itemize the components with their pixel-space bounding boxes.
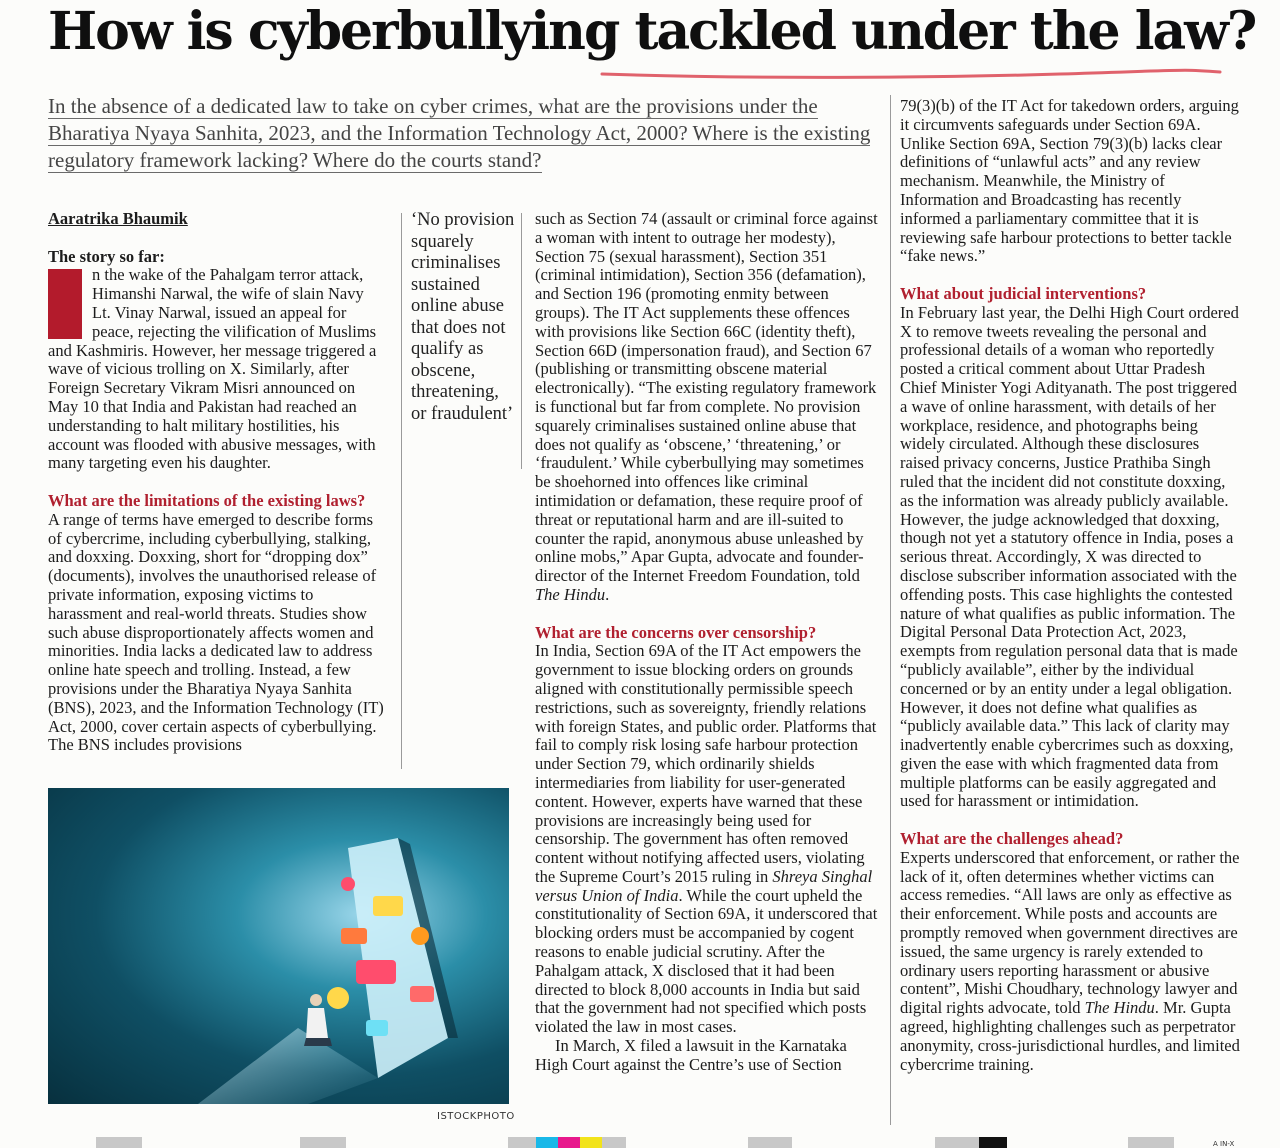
standfirst	[48, 93, 878, 174]
illustration-photo	[48, 788, 509, 1104]
intro-paragraph	[48, 266, 386, 473]
subhead-limitations: What are the limitations of the existing laws?	[48, 490, 366, 510]
provisions-paragraph	[535, 210, 880, 605]
challenges-text-continued: . Mr. Gupta agreed, highlighting challenges such as perpetrator anonymity, cross-jurisdictional hurdles, and limited cybercrime training.	[900, 998, 1240, 1074]
footer-page-tag: A IN-X	[1213, 1140, 1235, 1148]
provisions-text: such as Section 74 (assault or criminal force against a woman with intent to outrage her modesty), Section 75 (sexual harassment), Section 351 (criminal intimidation), Section 356 (defamation), and Section 196 (promoting enmity between groups). The IT Act supplements these offences with provisions like Section 66C (identity theft), Section 66D (impersonation fraud), and Section 67 (publishing or transmitting obscene material electronically). “The existing regulatory framework is functional but far from complete. No provision squarely criminalises sustained online abuse that does not qualify as ‘obscene,’ ‘threatening,’ or ‘fraudulent.’ While cyberbullying may sometimes be shoehorned into offences like criminal intimidation or defamation, these require proof of threat or reputational harm and are ill-suited to counter the rapid, anonymous abuse unleashed by online mobs,” Apar Gupta, advocate and founder-director of the Internet Freedom Foundation, told	[535, 209, 878, 586]
provisions-end: .	[605, 584, 610, 604]
challenges-text: Experts underscored that enforcement, or rather the lack of it, often determines whether victims can access remedies. “All laws are only as effective as their enforcement. While posts and accounts are promptly removed when government directives are issued, the same urgency is rarely extended to ordinary users reporting harassment or abusive content”, Mishi Choudhary, technology lawyer and digital rights advocate, told	[900, 847, 1240, 1018]
publication-name: The Hindu	[535, 584, 606, 604]
subhead-challenges: What are the challenges ahead?	[900, 829, 1124, 849]
standfirst-text: In the absence of a dedicated law to take on cyber crimes, what are the provisions under the Bharatiya Nyaya Sanhita, 2023, and the Information Technology Act, 2000? Where is the existing regulatory framework lacking? Where do the courts stand?	[48, 94, 871, 172]
illustration-smartphone-icon	[48, 788, 509, 1104]
photo-credit: ISTOCKPHOTO	[437, 1111, 515, 1122]
column-1	[48, 210, 386, 755]
headline: How is cyberbullying tackled under the law?	[48, 1, 1256, 62]
column-2	[535, 210, 880, 1075]
takedown-paragraph: 79(3)(b) of the IT Act for takedown orders, arguing it circumvents safeguards under Section 69A. Unlike Section 69A, Section 79(3)(b) lacks clear definitions of “unlawful acts” and any review mechanism. Meanwhile, the Ministry of Information and Broadcasting has recently informed a parliamentary committee that it is reviewing safe harbour protections to better tackle “fake news.”	[900, 96, 1239, 266]
headline-underline-stroke	[600, 60, 1225, 82]
story-so-far-heading: The story so far:	[48, 246, 165, 266]
column-rule-right	[890, 95, 891, 1125]
lawsuit-paragraph: In March, X filed a lawsuit in the Karnataka High Court against the Centre’s use of Section	[535, 1036, 847, 1074]
challenges-paragraph	[900, 849, 1242, 1075]
limitations-paragraph: A range of terms have emerged to describe forms of cybercrime, including cyberbullying, stalking, and doxxing. Doxxing, short for “dropping dox” (documents), involves the unauthorised release of private information, exposing victims to harassment and real-world threats. Studies show such abuse disproportionately affects women and minorities. India lacks a dedicated law to address online hate speech and trolling. Instead, a few provisions under the Bharatiya Nyaya Sanhita (BNS), 2023, and the Information Technology (IT) Act, 2000, cover certain aspects of cyberbullying. The BNS includes provisions	[48, 509, 384, 755]
byline: Aaratrika Bhaumik	[48, 209, 188, 228]
censorship-text-continued: . While the court upheld the constitutionality of Section 69A, it underscored that blocking orders must be accompanied by cogent reasons to enable judicial scrutiny. After the Pahalgam attack, X disclosed that it had been directed to block 8,000 accounts in India but said that the government had not specified which posts violated the law in most cases.	[535, 885, 878, 1037]
pull-quote: ‘No provision squarely criminalises sustained online abuse that does not qualify as obscene, threatening, or fraudulent’	[411, 210, 515, 424]
column-rule-mid	[521, 213, 522, 469]
case-name: Shreya Singhal versus Union of India	[535, 866, 873, 905]
column-3	[900, 97, 1242, 1074]
subhead-censorship: What are the concerns over censorship?	[535, 622, 817, 642]
judicial-paragraph: In February last year, the Delhi High Court ordered X to remove tweets revealing the personal and professional details of a woman who reportedly posted a critical comment about Uttar Pradesh Chief Minister Yogi Adityanath. The post triggered a wave of online harassment, with details of her workplace, residence, and photographs being widely circulated. Although these disclosures raised privacy concerns, Justice Prathiba Singh ruled that the incident did not constitute doxxing, as the information was already publicly available. However, the judge acknowledged that doxxing, though not yet a statutory offence in India, poses a serious threat. Accordingly, X was directed to disclose subscriber information associated with the offending posts. This case highlights the contested nature of what qualifies as public information. The Digital Personal Data Protection Act, 2023, exempts from regulation personal data that is made “publicly available”, either by the individual concerned or by an entity under a legal obligation. However, it does not define what qualifies as “publicly available data.” This lack of clarity may inadvertently enable cybercrimes such as doxxing, given the ease with which fragmented data from multiple platforms can be easily aggregated and used for harassment or intimidation.	[900, 302, 1239, 811]
column-rule-left	[401, 213, 402, 769]
drop-cap	[48, 269, 82, 339]
intro-text: n the wake of the Pahalgam terror attack, Himanshi Narwal, the wife of slain Navy Lt. Vinay Narwal, issued an appeal for peace, rejecting the vilification of Muslims and Kashmiris. However, her message triggered a wave of vicious trolling on X. Similarly, after Foreign Secretary Vikram Misri announced on May 10 that India and Pakistan had reached an understanding to halt military hostilities, his account was flooded with abusive messages, with many targeting even his daughter.	[48, 265, 377, 473]
censorship-paragraph	[535, 642, 880, 1037]
subhead-judicial: What about judicial interventions?	[900, 283, 1147, 303]
publication-name-2: The Hindu	[1084, 998, 1155, 1018]
censorship-text: In India, Section 69A of the IT Act empowers the government to issue blocking orders on grounds aligned with constitutionally permissible speech restrictions, such as sovereignty, friendly relations with foreign States, and public order. Platforms that fail to comply risk losing safe harbour protection under Section 79, which ordinarily shields intermediaries from liability for user-generated content. However, experts have warned that these provisions are increasingly being used for censorship. The government has often removed content without notifying affected users, violating the Supreme Court’s 2015 ruling in	[535, 641, 877, 886]
